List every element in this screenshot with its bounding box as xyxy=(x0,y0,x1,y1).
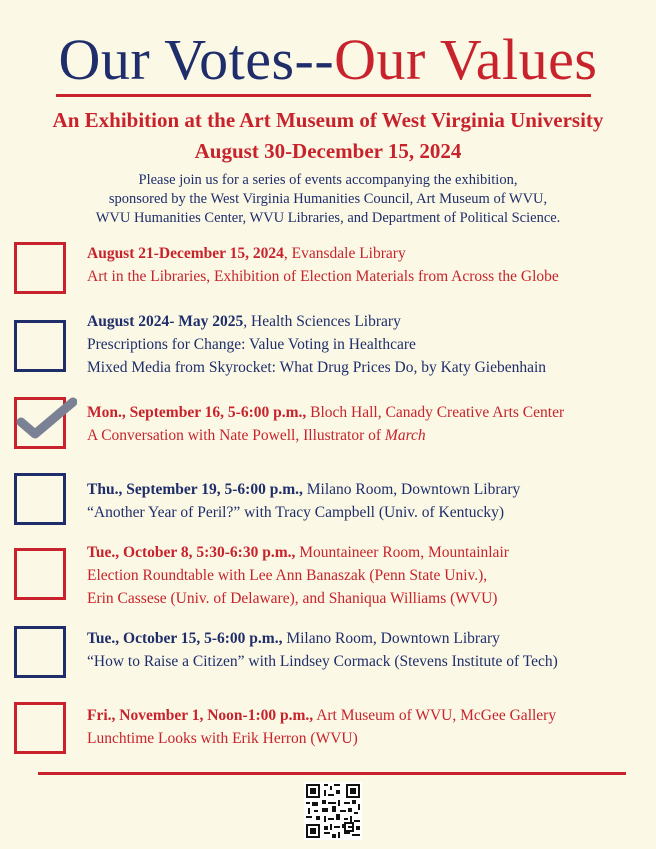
event-where: Milano Room, Downtown Library xyxy=(302,481,521,498)
event-text xyxy=(87,242,647,288)
intro-line-3: WVU Humanities Center, WVU Libraries, and Department of Political Science. xyxy=(95,210,561,226)
event-description: A Conversation with Nate Powell, Illustrator of xyxy=(87,427,385,444)
event-when: August 21-December 15, 2024 xyxy=(87,245,284,262)
event-checkbox xyxy=(14,320,66,372)
event-checkbox xyxy=(14,548,66,600)
exhibition-subtitle: An Exhibition at the Art Museum of West Virginia University xyxy=(52,108,604,132)
event-where: , Health Sciences Library xyxy=(243,313,401,330)
event-text xyxy=(87,541,647,610)
event-where: Art Museum of WVU, McGee Gallery xyxy=(313,707,557,724)
title-divider xyxy=(56,94,591,97)
event-when: August 2024- May 2025 xyxy=(87,313,244,330)
title-part-2: Our Values xyxy=(334,27,598,92)
bottom-divider xyxy=(38,772,626,775)
event-text xyxy=(87,310,647,379)
page-title xyxy=(0,28,656,92)
event-description: Mixed Media from Skyrocket: What Drug Prices Do, by Katy Giebenhain xyxy=(87,359,547,376)
event-where: , Evansdale Library xyxy=(283,245,406,262)
event-text xyxy=(87,401,647,447)
event-description: Art in the Libraries, Exhibition of Election Materials from Across the Globe xyxy=(87,268,559,285)
event-description: Prescriptions for Change: Value Voting in Healthcare xyxy=(87,336,416,353)
event-where: Milano Room, Downtown Library xyxy=(282,630,500,647)
intro-line-1: Please join us for a series of events accompanying the exhibition, xyxy=(138,172,518,188)
event-where: Bloch Hall, Canady Creative Arts Center xyxy=(306,404,565,421)
event-text xyxy=(87,627,647,673)
event-checkbox xyxy=(14,473,66,525)
qr-code-icon[interactable] xyxy=(304,782,362,840)
title-part-1: Our Votes-- xyxy=(58,27,335,92)
checkmark-icon xyxy=(15,386,77,448)
event-text xyxy=(87,478,647,524)
event-when: Tue., October 15, 5-6:00 p.m., xyxy=(87,630,283,647)
intro-text xyxy=(0,171,656,228)
event-checkbox xyxy=(14,702,66,754)
event-when: Mon., September 16, 5-6:00 p.m., xyxy=(87,404,307,421)
intro-line-2: sponsored by the West Virginia Humanities Council, Art Museum of WVU, xyxy=(108,191,548,207)
event-when: Tue., October 8, 5:30-6:30 p.m., xyxy=(87,544,296,561)
event-description: “How to Raise a Citizen” with Lindsey Cormack (Stevens Institute of Tech) xyxy=(87,653,558,670)
event-checkbox xyxy=(14,242,66,294)
event-when: Fri., November 1, Noon-1:00 p.m., xyxy=(87,707,314,724)
book-title: March xyxy=(384,427,426,444)
event-text xyxy=(87,704,647,750)
event-description: “Another Year of Peril?” with Tracy Campbell (Univ. of Kentucky) xyxy=(87,504,504,521)
event-checkbox xyxy=(14,626,66,678)
exhibition-dates: August 30-December 15, 2024 xyxy=(194,139,462,163)
event-description: Election Roundtable with Lee Ann Banaszak (Penn State Univ.), xyxy=(87,567,488,584)
event-where: Mountaineer Room, Mountainlair xyxy=(295,544,509,561)
event-checkbox xyxy=(14,397,66,449)
event-description: Erin Cassese (Univ. of Delaware), and Shaniqua Williams (WVU) xyxy=(87,590,498,607)
event-description: Lunchtime Looks with Erik Herron (WVU) xyxy=(87,730,358,747)
event-when: Thu., September 19, 5-6:00 p.m., xyxy=(87,481,303,498)
